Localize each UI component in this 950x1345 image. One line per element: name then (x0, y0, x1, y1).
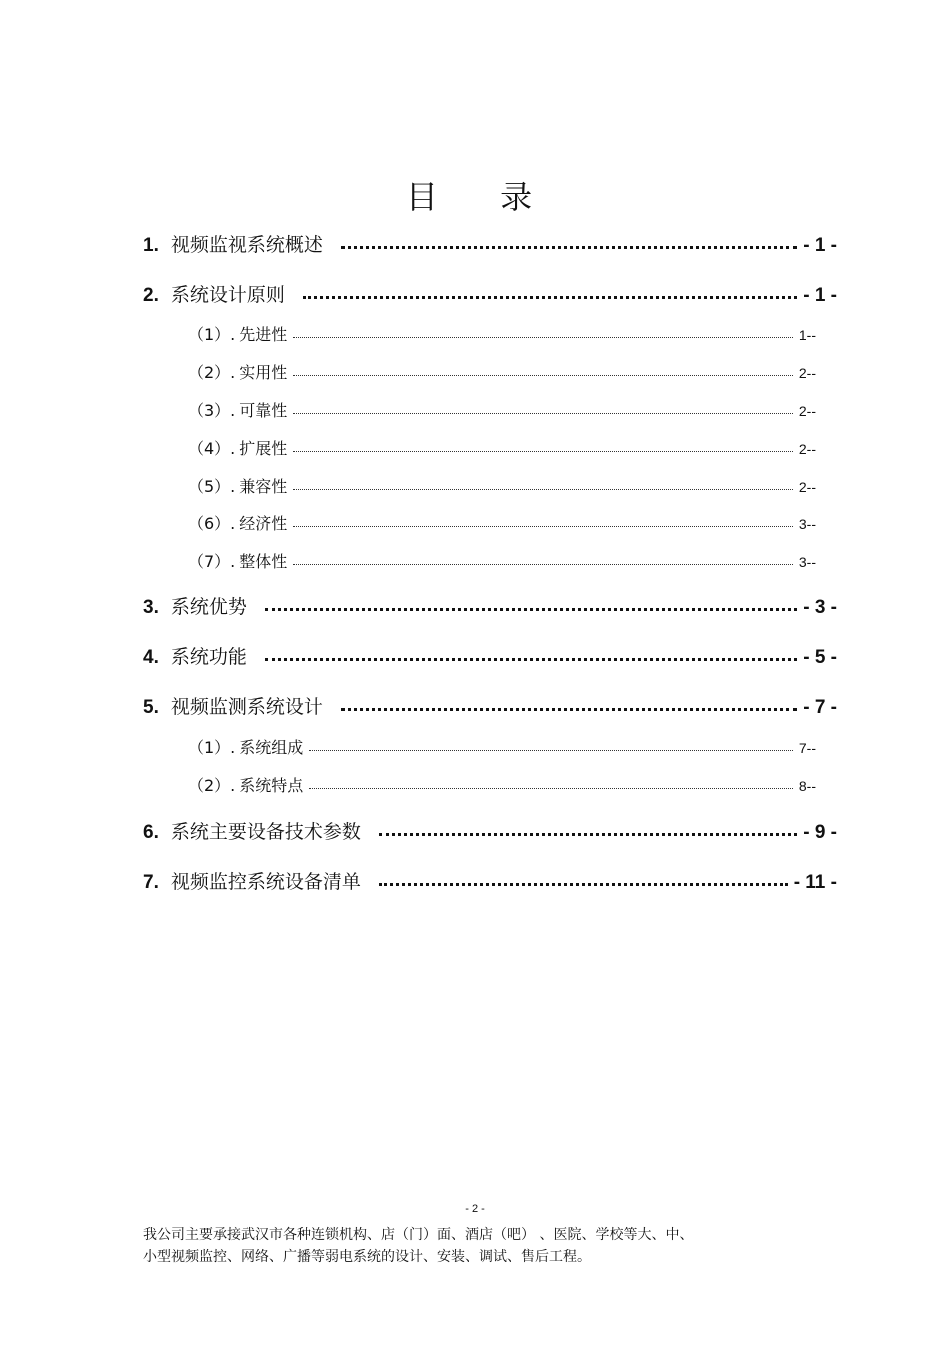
toc-entry-number: （5）. (188, 477, 236, 496)
toc-entry[interactable] (143, 817, 837, 843)
toc-subentry[interactable] (188, 436, 816, 458)
toc-entry[interactable] (143, 230, 837, 256)
toc-page-reference: - 5 - (803, 647, 837, 668)
toc-entry-label: 系统功能 (170, 646, 247, 668)
toc-subentry[interactable] (188, 360, 816, 382)
toc-page-reference: - 7 - (803, 697, 837, 718)
toc-page-reference: - 9 - (803, 822, 837, 843)
toc-entry-number: （1）. (188, 325, 236, 344)
toc-dot-leader (293, 375, 793, 376)
toc-entry-number: （2）. (188, 776, 236, 795)
toc-dot-leader (265, 608, 797, 611)
toc-entry-label: 系统组成 (239, 738, 304, 757)
toc-title: 目 录 (405, 178, 559, 216)
toc-entry[interactable] (143, 867, 837, 893)
toc-page-reference: - 1 - (803, 235, 837, 256)
toc-page-reference: 2-- (798, 479, 816, 495)
toc-page-reference: 8-- (798, 778, 816, 794)
toc-dot-leader (293, 526, 793, 527)
toc-entry-label: 系统设计原则 (170, 284, 285, 306)
toc-entry-label: 兼容性 (239, 477, 288, 496)
toc-entry-number: 3. (143, 597, 159, 618)
toc-entry-label: 视频监控系统设备清单 (170, 871, 361, 893)
toc-subentry[interactable] (188, 474, 816, 496)
toc-entry-number: 2. (143, 285, 159, 306)
toc-page-reference: 7-- (798, 740, 816, 756)
toc-entry-label: 先进性 (239, 325, 288, 344)
toc-subentry[interactable] (188, 773, 816, 795)
toc-page-reference: - 1 - (803, 285, 837, 306)
toc-entry-number: （6）. (188, 514, 236, 533)
toc-entry-label: 视频监测系统设计 (170, 696, 323, 718)
footer-line-2: 小型视频监控、网络、广播等弱电系统的设计、安装、调试、售后工程。 (143, 1249, 591, 1265)
toc-entry[interactable] (143, 592, 837, 618)
toc-page-reference: 1-- (798, 327, 816, 343)
toc-dot-leader (293, 564, 793, 565)
toc-entry-number: 6. (143, 822, 159, 843)
toc-dot-leader (341, 246, 797, 249)
toc-page-reference: 2-- (798, 441, 816, 457)
toc-page-reference: 3-- (798, 554, 816, 570)
toc-dot-leader (265, 658, 797, 661)
toc-page-reference: 2-- (798, 403, 816, 419)
toc-entry-number: （1）. (188, 738, 236, 757)
toc-entry-label: 可靠性 (239, 401, 288, 420)
toc-dot-leader (293, 489, 793, 490)
toc-entry-label: 视频监视系统概述 (170, 234, 323, 256)
toc-entry-number: （4）. (188, 439, 236, 458)
toc-entry-label: 系统特点 (239, 776, 304, 795)
toc-entry-label: 实用性 (239, 363, 288, 382)
toc-entry-label: 经济性 (239, 514, 288, 533)
toc-dot-leader (293, 451, 793, 452)
toc-entry-number: （2）. (188, 363, 236, 382)
toc-page-reference: 2-- (798, 365, 816, 381)
toc-dot-leader (303, 296, 797, 299)
toc-entry-label: 系统主要设备技术参数 (170, 821, 361, 843)
toc-entry-number: 4. (143, 647, 159, 668)
toc-entry[interactable] (143, 692, 837, 718)
toc-entry-number: 7. (143, 872, 159, 893)
toc-entry-label: 扩展性 (239, 439, 288, 458)
page-number: - 2 - (465, 1203, 485, 1215)
toc-entry-number: （3）. (188, 401, 236, 420)
toc-entry-label: 整体性 (239, 552, 288, 571)
toc-entry[interactable] (143, 280, 837, 306)
toc-page-reference: - 3 - (803, 597, 837, 618)
toc-dot-leader (341, 708, 797, 711)
toc-page-reference: - 11 - (793, 872, 837, 893)
toc-entry-number: 5. (143, 697, 159, 718)
toc-dot-leader (309, 750, 793, 751)
toc-subentry[interactable] (188, 735, 816, 757)
toc-entry-number: （7）. (188, 552, 236, 571)
toc-entry[interactable] (143, 642, 837, 668)
toc-page-reference: 3-- (798, 516, 816, 532)
footer-line-1: 我公司主要承接武汉市各种连锁机构、店（门）面、酒店（吧） 、医院、学校等大、中、 (143, 1227, 694, 1243)
toc-subentry[interactable] (188, 322, 816, 344)
toc-dot-leader (379, 883, 788, 886)
toc-subentry[interactable] (188, 398, 816, 420)
toc-dot-leader (379, 833, 797, 836)
toc-subentry[interactable] (188, 549, 816, 571)
toc-entry-number: 1. (143, 235, 159, 256)
toc-subentry[interactable] (188, 511, 816, 533)
toc-dot-leader (309, 788, 793, 789)
toc-dot-leader (293, 337, 793, 338)
toc-entry-label: 系统优势 (170, 596, 247, 618)
toc-dot-leader (293, 413, 793, 414)
